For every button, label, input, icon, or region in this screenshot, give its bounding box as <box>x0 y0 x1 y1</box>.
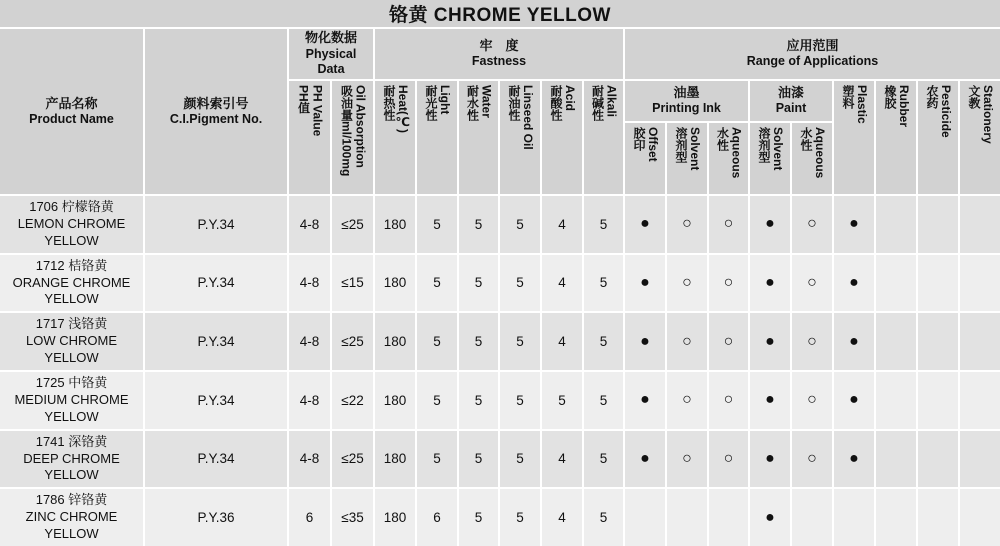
cell-offset-marker: ● <box>625 372 665 429</box>
cell-pigment-no: P.Y.36 <box>145 489 287 546</box>
cell-paint-aqueous-marker: ○ <box>792 255 832 312</box>
col-header-acid <box>542 81 582 194</box>
cell-linseed-oil: 5 <box>500 431 540 488</box>
cell-pesticide-marker <box>918 372 958 429</box>
cell-paint-solvent-marker: ● <box>750 489 790 546</box>
header-en: Aqueous <box>729 127 744 179</box>
col-header-alkali <box>584 81 623 194</box>
vertical-label <box>631 127 659 162</box>
cell-alkali: 5 <box>584 489 623 546</box>
cell-pesticide-marker <box>918 196 958 253</box>
vertical-label <box>465 85 493 121</box>
cell-paint-solvent-marker: ● <box>750 255 790 312</box>
cell-pesticide-marker <box>918 431 958 488</box>
header-en: Stationery <box>980 85 995 144</box>
header-zh: 物化数据 <box>304 30 357 46</box>
header-zh: 水性 <box>715 127 730 151</box>
col-header-ph-value <box>289 81 330 194</box>
header-en: Rubber <box>896 85 911 127</box>
cell-water: 5 <box>459 431 498 488</box>
header-zh: 耐热性 <box>382 85 396 121</box>
cell-heat: 180 <box>375 372 415 429</box>
col-header-pigment-no <box>145 29 287 194</box>
cell-plastic-marker: ● <box>834 196 874 253</box>
vertical-label <box>798 127 826 178</box>
header-zh: 胶印 <box>632 127 646 151</box>
cell-plastic-marker <box>834 489 874 546</box>
cell-plastic-marker: ● <box>834 431 874 488</box>
cell-ink-aqueous-marker <box>709 489 748 546</box>
cell-offset-marker: ● <box>625 196 665 253</box>
cell-ph-value: 4-8 <box>289 196 330 253</box>
cell-linseed-oil: 5 <box>500 372 540 429</box>
cell-plastic-marker: ● <box>834 255 874 312</box>
product-name-zh: 1741 深铬黄 <box>35 433 108 449</box>
cell-paint-solvent-marker: ● <box>750 372 790 429</box>
header-en: Solvent <box>770 127 785 171</box>
cell-linseed-oil: 5 <box>500 489 540 546</box>
cell-paint-solvent-marker: ● <box>750 313 790 370</box>
header-zh: 产品名称 <box>45 95 98 111</box>
product-name-en: ZINC CHROME YELLOW <box>25 509 118 542</box>
cell-water: 5 <box>459 313 498 370</box>
vertical-label <box>966 85 994 144</box>
header-en: PH Value <box>310 85 325 137</box>
cell-paint-solvent-marker: ● <box>750 431 790 488</box>
cell-product-name <box>0 255 143 312</box>
cell-ink-solvent-marker: ○ <box>667 255 707 312</box>
cell-acid: 4 <box>542 196 582 253</box>
cell-ink-solvent-marker: ○ <box>667 313 707 370</box>
cell-ink-aqueous-marker: ○ <box>709 372 748 429</box>
vertical-label <box>381 85 409 133</box>
cell-rubber-marker <box>876 255 916 312</box>
header-zh: 橡胶 <box>883 85 897 109</box>
cell-oil-absorption: ≤35 <box>332 489 373 546</box>
vertical-label <box>924 85 952 138</box>
cell-ink-aqueous-marker: ○ <box>709 431 748 488</box>
cell-stationery-marker <box>960 489 1000 546</box>
cell-product-name <box>0 196 143 253</box>
header-en: Solvent <box>687 127 702 171</box>
header-zh: 油墨 <box>673 85 700 101</box>
col-header-paint-aqueous <box>792 123 832 194</box>
cell-offset-marker: ● <box>625 431 665 488</box>
cell-ink-aqueous-marker: ○ <box>709 313 748 370</box>
cell-ph-value: 6 <box>289 489 330 546</box>
cell-rubber-marker <box>876 196 916 253</box>
header-zh: 塑料 <box>841 85 855 109</box>
cell-oil-absorption: ≤15 <box>332 255 373 312</box>
cell-stationery-marker <box>960 313 1000 370</box>
cell-product-name <box>0 313 143 370</box>
cell-paint-solvent-marker: ● <box>750 196 790 253</box>
cell-pigment-no: P.Y.34 <box>145 313 287 370</box>
cell-paint-aqueous-marker: ○ <box>792 196 832 253</box>
group-header-applications <box>625 29 1000 79</box>
cell-linseed-oil: 5 <box>500 196 540 253</box>
cell-offset-marker <box>625 489 665 546</box>
col-header-oil-absorption <box>332 81 373 194</box>
cell-alkali: 5 <box>584 255 623 312</box>
col-header-linseed-oil <box>500 81 540 194</box>
cell-stationery-marker <box>960 255 1000 312</box>
cell-rubber-marker <box>876 489 916 546</box>
cell-light: 5 <box>417 372 457 429</box>
cell-paint-aqueous-marker: ○ <box>792 313 832 370</box>
cell-pigment-no: P.Y.34 <box>145 255 287 312</box>
col-header-pesticide <box>918 81 958 194</box>
product-name-zh: 1706 柠檬铬黄 <box>29 198 114 214</box>
header-zh: 油漆 <box>777 85 804 101</box>
cell-stationery-marker <box>960 196 1000 253</box>
cell-ph-value: 4-8 <box>289 255 330 312</box>
product-name-en: DEEP CHROME YELLOW <box>23 450 120 483</box>
cell-alkali: 5 <box>584 196 623 253</box>
cell-rubber-marker <box>876 431 916 488</box>
cell-oil-absorption: ≤25 <box>332 431 373 488</box>
header-zh: 耐油性 <box>507 85 521 121</box>
vertical-label <box>590 85 618 121</box>
header-zh: 牢 度 <box>479 38 519 54</box>
cell-ink-solvent-marker: ○ <box>667 431 707 488</box>
group-header-paint <box>750 81 832 121</box>
product-name-en: ORANGE CHROME YELLOW <box>12 274 131 307</box>
cell-paint-aqueous-marker <box>792 489 832 546</box>
cell-water: 5 <box>459 196 498 253</box>
header-zh <box>339 85 353 176</box>
header-zh: 颜料索引号 <box>183 95 249 111</box>
cell-light: 6 <box>417 489 457 546</box>
cell-pesticide-marker <box>918 255 958 312</box>
cell-heat: 180 <box>375 196 415 253</box>
header-en: Aqueous <box>812 127 827 179</box>
product-name-en: MEDIUM CHROME YELLOW <box>14 391 129 424</box>
cell-water: 5 <box>459 489 498 546</box>
col-header-light <box>417 81 457 194</box>
col-header-plastic <box>834 81 874 194</box>
cell-alkali: 5 <box>584 313 623 370</box>
cell-heat: 180 <box>375 431 415 488</box>
page-title: 铬黄 CHROME YELLOW <box>0 0 1000 27</box>
cell-heat: 180 <box>375 255 415 312</box>
header-zh: 耐光性 <box>424 85 438 121</box>
group-header-fastness <box>375 29 623 79</box>
cell-alkali: 5 <box>584 372 623 429</box>
header-en: Water <box>479 85 494 118</box>
cell-linseed-oil: 5 <box>500 313 540 370</box>
cell-acid: 4 <box>542 255 582 312</box>
cell-alkali: 5 <box>584 431 623 488</box>
cell-water: 5 <box>459 372 498 429</box>
cell-ink-solvent-marker: ○ <box>667 372 707 429</box>
col-header-ink-aqueous <box>709 123 748 194</box>
header-en: Printing Ink <box>652 101 721 116</box>
cell-stationery-marker <box>960 372 1000 429</box>
group-header-physical-data <box>289 29 373 79</box>
cell-heat: 180 <box>375 313 415 370</box>
cell-acid: 5 <box>542 372 582 429</box>
col-header-product-name <box>0 29 143 194</box>
header-en: Paint <box>775 101 807 116</box>
cell-pesticide-marker <box>918 313 958 370</box>
cell-ph-value: 4-8 <box>289 431 330 488</box>
cell-plastic-marker: ● <box>834 372 874 429</box>
cell-light: 5 <box>417 431 457 488</box>
header-en: Alkali <box>604 85 619 118</box>
vertical-label <box>506 85 534 150</box>
product-name-en: LEMON CHROME YELLOW <box>17 215 126 248</box>
header-en: Range of Applications <box>746 54 879 69</box>
cell-ink-solvent-marker <box>667 489 707 546</box>
header-en: Product Name <box>29 111 114 126</box>
col-header-offset <box>625 123 665 194</box>
cell-offset-marker: ● <box>625 313 665 370</box>
cell-acid: 4 <box>542 313 582 370</box>
cell-product-name <box>0 372 143 429</box>
cell-pesticide-marker <box>918 489 958 546</box>
cell-paint-aqueous-marker: ○ <box>792 372 832 429</box>
header-en: Acid <box>562 85 577 112</box>
cell-light: 5 <box>417 255 457 312</box>
vertical-label <box>882 85 910 127</box>
pigment-spec-table <box>0 29 1000 546</box>
vertical-label <box>673 127 701 170</box>
product-name-zh: 1786 锌铬黄 <box>35 492 108 508</box>
header-en: Offset <box>645 127 660 162</box>
cell-ink-aqueous-marker: ○ <box>709 255 748 312</box>
cell-rubber-marker <box>876 372 916 429</box>
header-en: Heat(℃) <box>395 85 410 134</box>
header-zh: 农药 <box>925 85 939 109</box>
group-header-printing-ink <box>625 81 748 121</box>
vertical-label <box>548 85 576 121</box>
header-zh: 溶剂型 <box>674 127 688 163</box>
cell-pigment-no: P.Y.34 <box>145 431 287 488</box>
cell-water: 5 <box>459 255 498 312</box>
product-name-zh: 1725 中铬黄 <box>35 374 108 390</box>
header-zh: 应用范围 <box>786 38 839 54</box>
cell-paint-aqueous-marker: ○ <box>792 431 832 488</box>
header-zh: 耐碱性 <box>590 85 605 121</box>
cell-offset-marker: ● <box>625 255 665 312</box>
col-header-heat <box>375 81 415 194</box>
header-unit: ml/100mg <box>339 121 354 177</box>
cell-plastic-marker: ● <box>834 313 874 370</box>
col-header-paint-solvent <box>750 123 790 194</box>
cell-oil-absorption: ≤25 <box>332 313 373 370</box>
header-zh: 耐酸性 <box>549 85 563 121</box>
cell-acid: 4 <box>542 431 582 488</box>
header-en: Physical Data <box>305 46 357 77</box>
cell-light: 5 <box>417 313 457 370</box>
header-en: Plastic <box>854 85 869 124</box>
header-en: Oil Absorption <box>353 85 368 168</box>
col-header-ink-solvent <box>667 123 707 194</box>
header-en: Pesticide <box>938 85 953 138</box>
header-zh: PH值 <box>296 85 311 114</box>
header-zh: 水性 <box>799 127 813 151</box>
cell-product-name <box>0 431 143 488</box>
header-en: Linseed Oil <box>520 85 535 150</box>
cell-ink-aqueous-marker: ○ <box>709 196 748 253</box>
vertical-label <box>296 85 324 136</box>
product-name-zh: 1712 桔铬黄 <box>35 257 108 273</box>
cell-stationery-marker <box>960 431 1000 488</box>
vertical-label <box>423 85 451 121</box>
col-header-water <box>459 81 498 194</box>
vertical-label <box>339 85 367 176</box>
cell-pigment-no: P.Y.34 <box>145 372 287 429</box>
cell-heat: 180 <box>375 489 415 546</box>
cell-light: 5 <box>417 196 457 253</box>
cell-pigment-no: P.Y.34 <box>145 196 287 253</box>
header-en: C.I.Pigment No. <box>169 111 263 126</box>
vertical-label <box>715 127 743 178</box>
col-header-rubber <box>876 81 916 194</box>
cell-acid: 4 <box>542 489 582 546</box>
cell-ph-value: 4-8 <box>289 313 330 370</box>
header-en: Fastness <box>471 54 527 69</box>
cell-product-name <box>0 489 143 546</box>
header-zh-text: 吸油量 <box>339 85 354 121</box>
col-header-stationery <box>960 81 1000 194</box>
vertical-label <box>756 127 784 170</box>
cell-oil-absorption: ≤25 <box>332 196 373 253</box>
header-en: Light <box>437 85 452 115</box>
cell-ink-solvent-marker: ○ <box>667 196 707 253</box>
vertical-label <box>840 85 868 124</box>
header-zh: 溶剂型 <box>757 127 771 163</box>
cell-ph-value: 4-8 <box>289 372 330 429</box>
header-zh: 耐水性 <box>465 85 480 121</box>
header-zh: 文教 <box>967 85 981 109</box>
product-name-en: LOW CHROME YELLOW <box>26 333 117 366</box>
cell-oil-absorption: ≤22 <box>332 372 373 429</box>
cell-rubber-marker <box>876 313 916 370</box>
product-name-zh: 1717 浅铬黄 <box>35 316 108 332</box>
cell-linseed-oil: 5 <box>500 255 540 312</box>
